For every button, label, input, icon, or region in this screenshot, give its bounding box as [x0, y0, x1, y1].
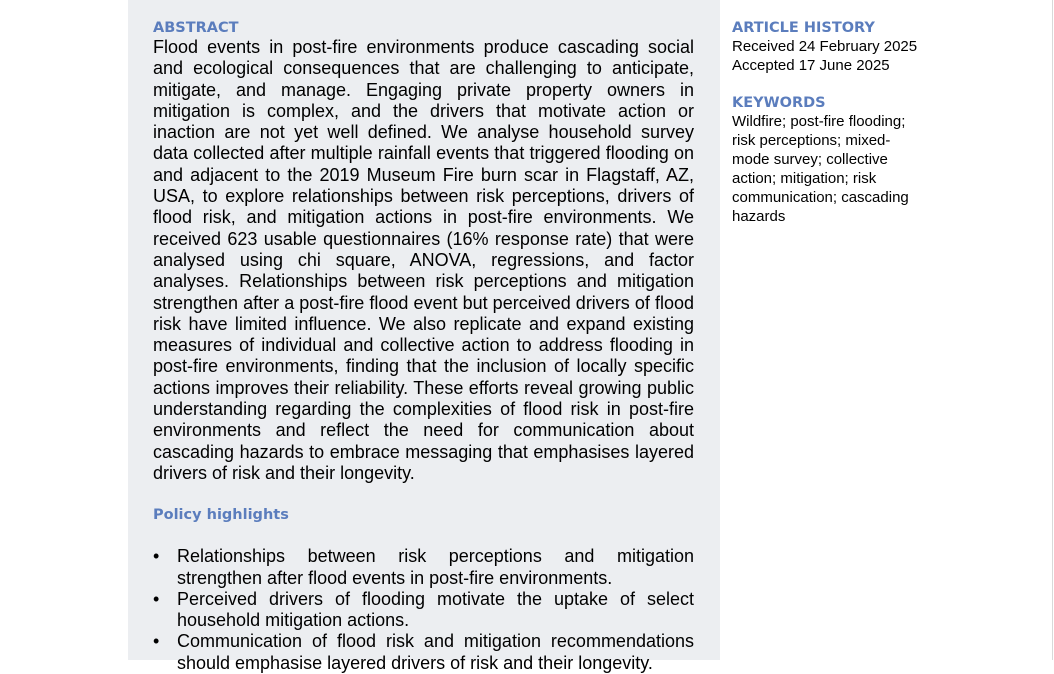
policy-highlight-text: Relationships between risk perceptions and mitigation strengthen after flood events in post-fire environments.: [177, 546, 694, 588]
page-edge-divider: [1052, 0, 1053, 660]
keywords-heading: KEYWORDS: [732, 95, 826, 111]
policy-highlights-list: [153, 546, 694, 674]
bullet-icon: •: [153, 631, 160, 652]
policy-highlights-heading: Policy highlights: [153, 507, 289, 524]
policy-highlight-item: [153, 589, 694, 632]
policy-highlight-item: [153, 631, 694, 674]
bullet-icon: •: [153, 546, 160, 567]
article-sidebar: [732, 19, 918, 226]
abstract-content: [153, 19, 694, 674]
policy-highlight-item: [153, 546, 694, 589]
bullet-icon: •: [153, 588, 160, 609]
abstract-panel: [128, 0, 720, 673]
policy-highlight-text: Communication of flood risk and mitigation recommendations should emphasise layered drivers of risk and their longevity.: [177, 631, 694, 673]
accepted-date: Accepted 17 June 2025: [732, 57, 890, 74]
abstract-heading: ABSTRACT: [153, 20, 239, 36]
received-date: Received 24 February 2025: [732, 38, 918, 55]
policy-highlight-text: Perceived drivers of flooding motivate the uptake of select household mitigation actions.: [177, 588, 694, 631]
abstract-text: Flood events in post-fire environments produce cascading social and ecological consequences that are challenging to anticipate, mitigate, and manage. Engaging private property owners in mitigation is complex, and the drivers that motivate action or inaction are not yet well defined. We analyse household survey data collected after multiple rainfall events that triggered flooding on and adjacent to the 2019 Museum Fire burn scar in Flagstaff, AZ, USA, to explore relationships between risk perceptions, drivers of flood risk, and mitigation actions in post-fire environments. We received 623 usable questionnaires (16% response rate) that were analysed using chi square, ANOVA, regressions, and factor analyses. Relationships between risk perceptions and mitigation strengthen after a post-fire flood event but perceived drivers of flood risk have limited influence. We also replicate and expand existing measures of individual and collective action to address flooding in post-fire environments, finding that the inclusion of locally specific actions improves their reliability. These efforts reveal growing public understanding regarding the complexities of flood risk in post-fire environments and reflect the need for communication about cascading hazards to embrace messaging that emphasises layered drivers of risk and their longevity.: [153, 37, 694, 483]
keywords-text: Wildfire; post-fire flooding; risk perceptions; mixed-mode survey; collective action; mitigation; risk communication; cascading hazards: [732, 113, 909, 225]
article-history-heading: ARTICLE HISTORY: [732, 20, 875, 36]
